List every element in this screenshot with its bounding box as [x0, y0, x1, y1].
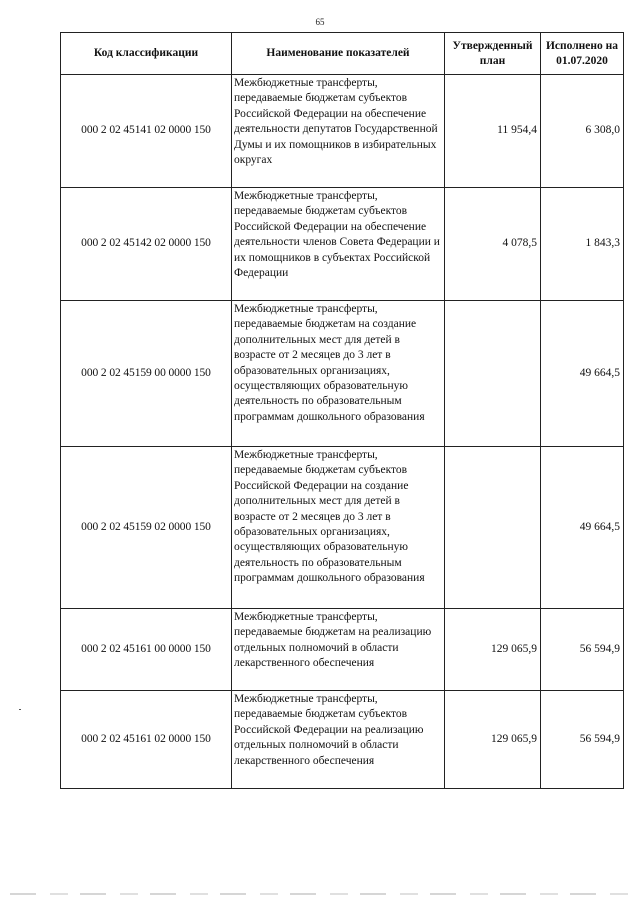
row-plan	[445, 447, 541, 609]
row-executed: 49 664,5	[541, 447, 624, 609]
row-name: Межбюджетные трансферты, передаваемые бюджетам на создание дополнительных мест для детей в возрасте от 2 месяцев до 3 лет в образовательных организациях, осуществляющих образовательную деятельность по образовательным программам дошкольного образования	[232, 301, 445, 447]
row-name: Межбюджетные трансферты, передаваемые бюджетам на реализацию отдельных полномочий в области лекарственного обеспечения	[232, 609, 445, 691]
budget-table	[60, 32, 624, 789]
header-executed: Исполнено на 01.07.2020	[541, 33, 624, 75]
row-code: 000 2 02 45142 02 0000 150	[61, 188, 232, 301]
row-name: Межбюджетные трансферты, передаваемые бюджетам субъектов Российской Федерации на создание дополнительных мест для детей в возрасте от 2 месяцев до 3 лет в образовательных организациях, осуществляющих образовательную деятельность по образовательным программам дошкольного образования	[232, 447, 445, 609]
row-plan: 4 078,5	[445, 188, 541, 301]
row-code: 000 2 02 45161 02 0000 150	[61, 691, 232, 789]
row-executed: 49 664,5	[541, 301, 624, 447]
row-name: Межбюджетные трансферты, передаваемые бюджетам субъектов Российской Федерации на реализацию отдельных полномочий в области лекарственного обеспечения	[232, 691, 445, 789]
row-executed: 1 843,3	[541, 188, 624, 301]
table-row	[61, 691, 624, 789]
page-number: 65	[315, 17, 325, 27]
table-header-row	[61, 33, 624, 75]
row-executed: 56 594,9	[541, 609, 624, 691]
header-code: Код классификации	[61, 33, 232, 75]
row-code: 000 2 02 45141 02 0000 150	[61, 75, 232, 188]
scan-speck	[19, 709, 21, 710]
table-row	[61, 447, 624, 609]
row-plan	[445, 301, 541, 447]
table-row	[61, 609, 624, 691]
row-code: 000 2 02 45159 02 0000 150	[61, 447, 232, 609]
row-name: Межбюджетные трансферты, передаваемые бюджетам субъектов Российской Федерации на обеспечение деятельности депутатов Государственной Думы и их помощников в избирательных округах	[232, 75, 445, 188]
table-row	[61, 188, 624, 301]
table-row	[61, 301, 624, 447]
row-plan: 129 065,9	[445, 691, 541, 789]
row-plan: 11 954,4	[445, 75, 541, 188]
row-executed: 6 308,0	[541, 75, 624, 188]
row-code: 000 2 02 45159 00 0000 150	[61, 301, 232, 447]
row-code: 000 2 02 45161 00 0000 150	[61, 609, 232, 691]
scan-footer-artifact	[10, 893, 630, 895]
row-executed: 56 594,9	[541, 691, 624, 789]
header-name: Наименование показателей	[232, 33, 445, 75]
row-plan: 129 065,9	[445, 609, 541, 691]
header-plan: Утвержденный план	[445, 33, 541, 75]
row-name: Межбюджетные трансферты, передаваемые бюджетам субъектов Российской Федерации на обеспечение деятельности членов Совета Федерации и их помощников в субъектах Российской Федерации	[232, 188, 445, 301]
table-row	[61, 75, 624, 188]
